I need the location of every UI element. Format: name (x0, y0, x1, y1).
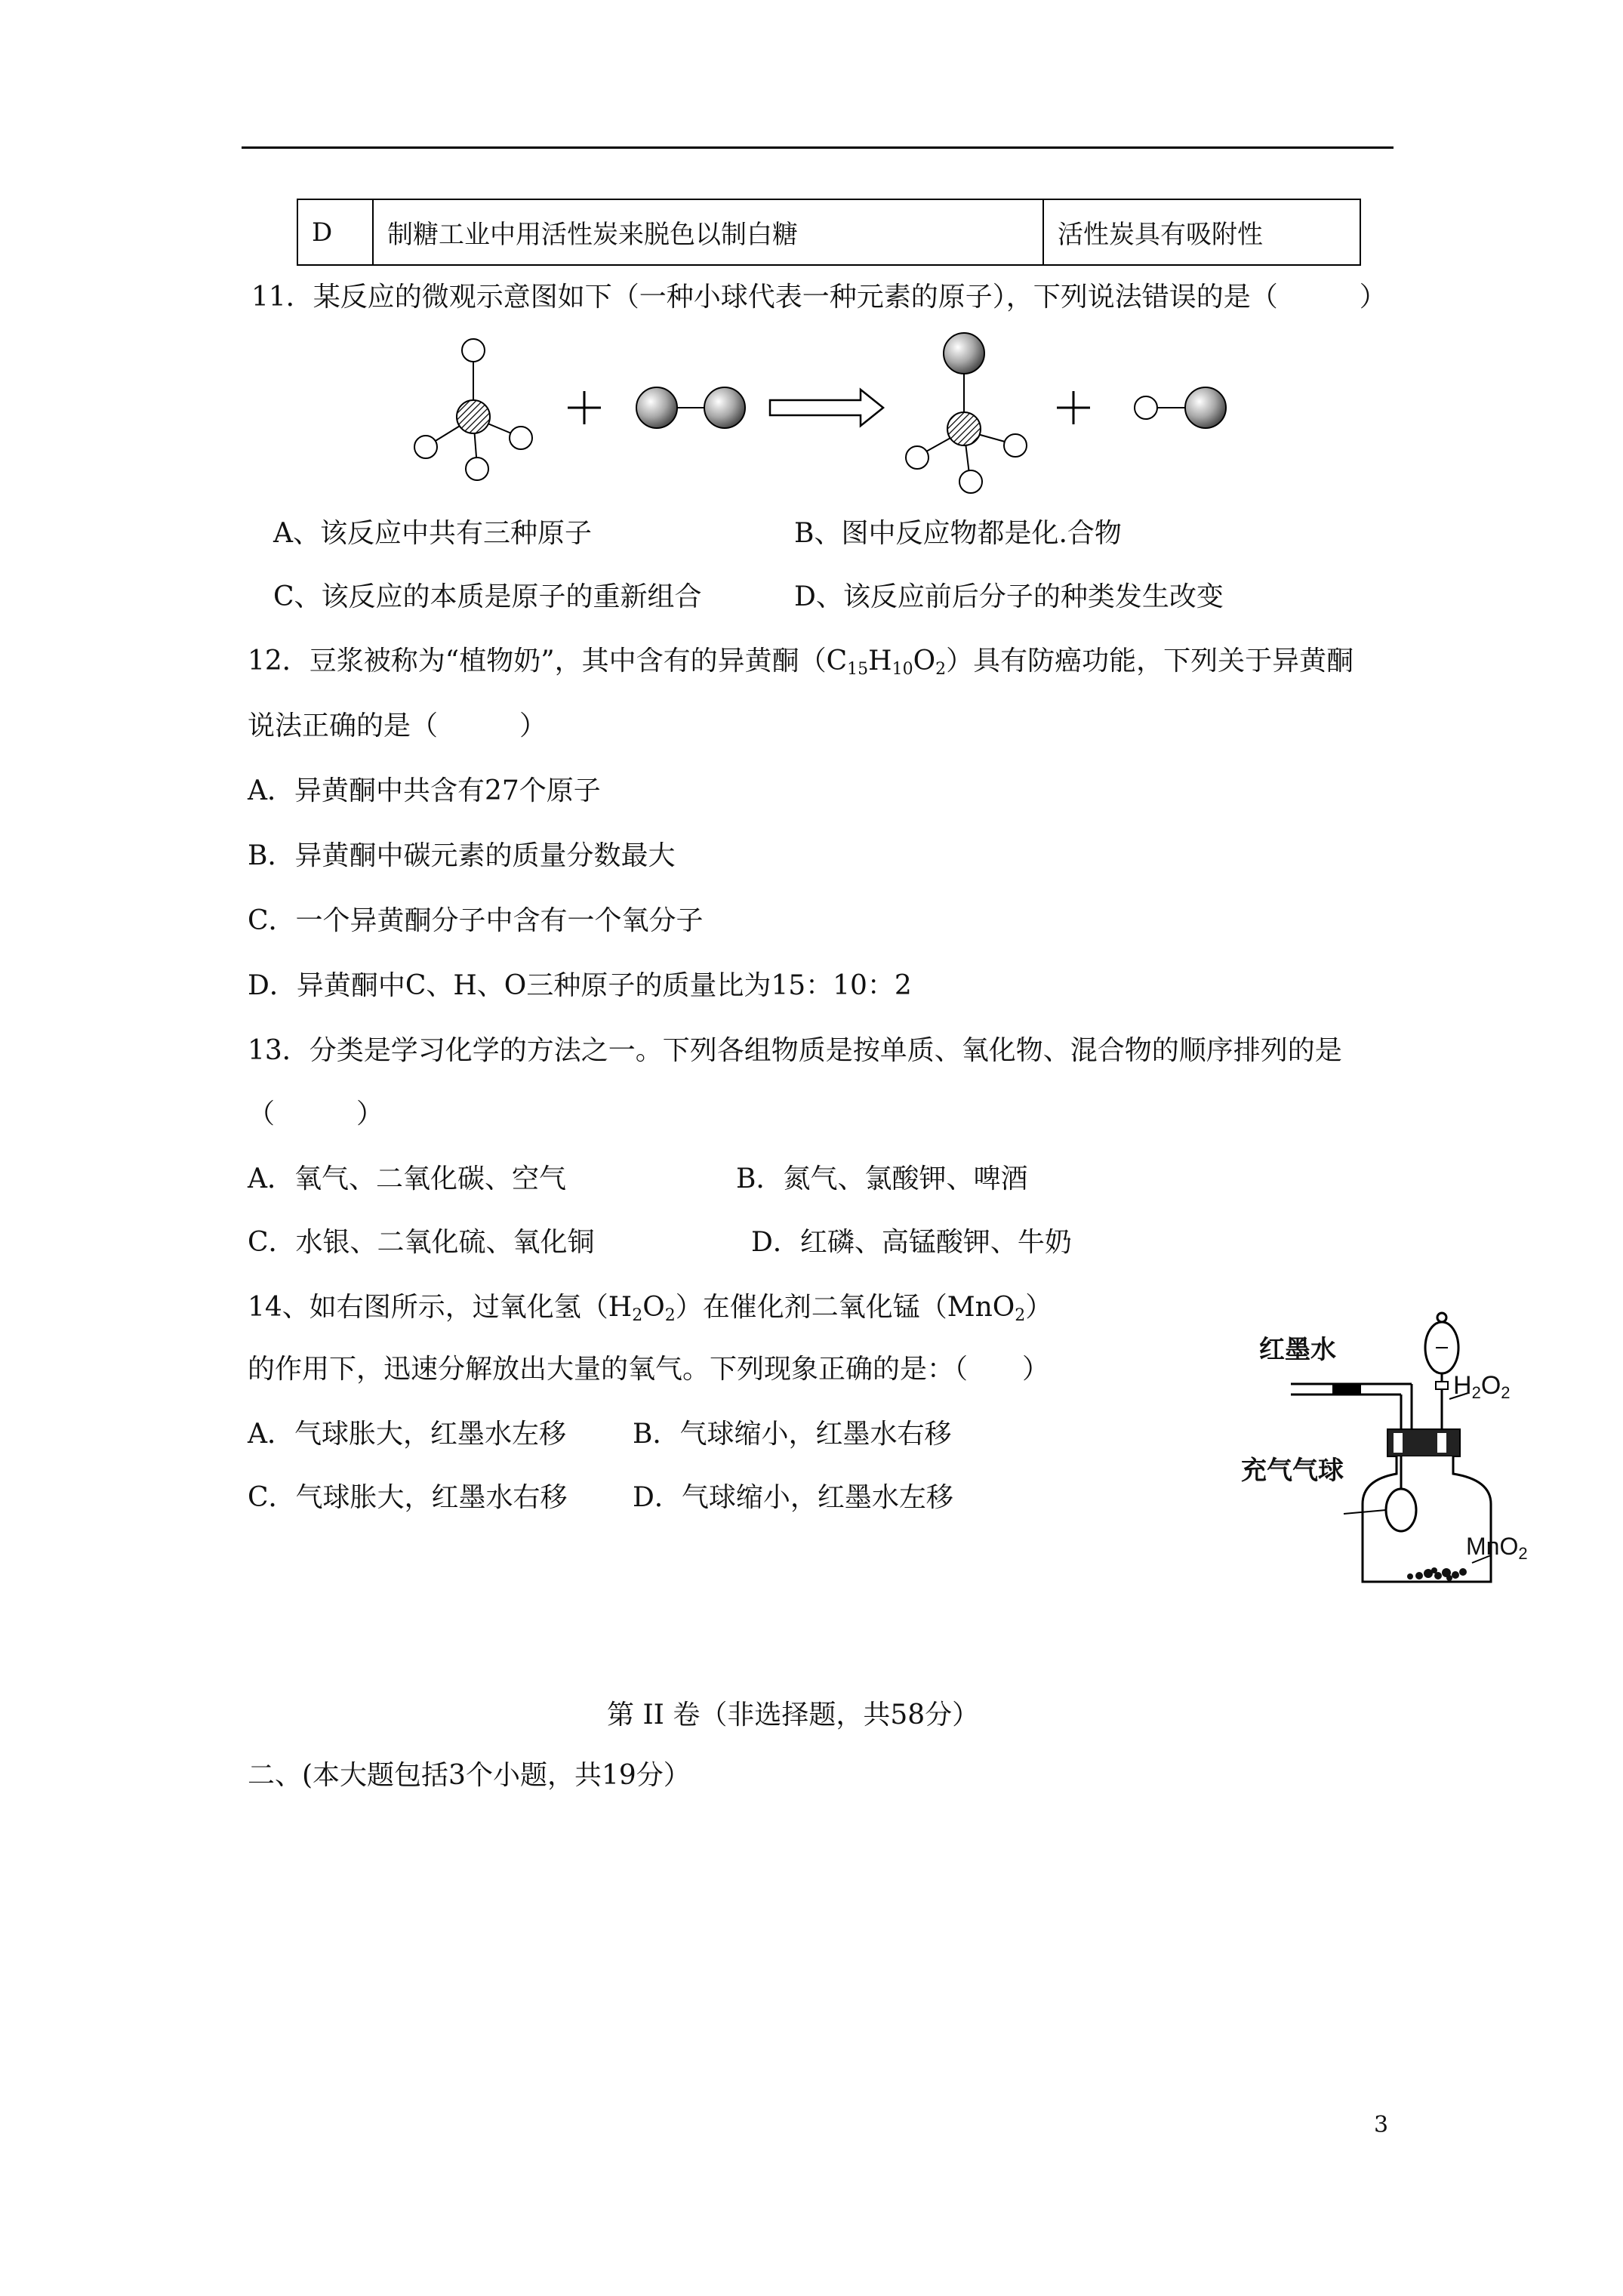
section2-heading: 二、(本大题包括3个小题，共19分） (248, 1760, 691, 1791)
q11-option-d: D、该反应前后分子的种类发生改变 (794, 581, 1224, 612)
reaction-diagram (393, 317, 1283, 498)
q11-option-a: A、该反应中共有三种原子 (273, 518, 592, 549)
reactant-molecule-2 (636, 387, 745, 428)
q12-stem: 12．豆浆被称为“植物奶”，其中含有的异黄酮$(C_{15}H_{10}O_2)$具有防癌功能，下列关于异黄酮 (248, 646, 1354, 679)
q14-option-a: A．气球胀大，红墨水左移 (248, 1419, 566, 1450)
header-rule (242, 146, 1394, 149)
table-cell-letter: D (297, 199, 373, 265)
q13-option-a: A．氧气、二氧化碳、空气 (248, 1163, 566, 1194)
q11-stem: 11．某反应的微观示意图如下（一种小球代表一种元素的原子），下列说法错误的是（ ） (251, 282, 1387, 313)
option-table (297, 199, 1361, 266)
q14-option-c: C．气球胀大，红墨水右移 (248, 1482, 568, 1513)
q13-option-c: C．水银、二氧化硫、氧化铜 (248, 1227, 595, 1258)
q12-option-c: C．一个异黄酮分子中含有一个氧分子 (248, 905, 704, 936)
table-cell-reason: 活性炭具有吸附性 (1043, 199, 1360, 265)
q14-stem: 14、如右图所示，过氧化氢$(H_2O_2)$在催化剂二氧化锰（MnO$_2$） (248, 1292, 1053, 1325)
page-number: 3 (1374, 2112, 1389, 2138)
q11-option-c: C、该反应的本质是原子的重新组合 (273, 581, 702, 612)
q13-option-d: D．红磷、高锰酸钾、牛奶 (751, 1227, 1072, 1258)
q13-stem: 13．分类是学习化学的方法之一。下列各组物质是按单质、氧化物、混合物的顺序排列的是 (248, 1035, 1342, 1066)
product-molecule-1 (906, 333, 1027, 493)
q14-option-b: B．气球缩小，红墨水右移 (633, 1419, 952, 1450)
mno2-label: MnO$_2$ (1466, 1533, 1528, 1563)
q13-stem-line2: （ ） (248, 1099, 384, 1130)
q12-stem-line2: 说法正确的是（ ） (248, 710, 547, 741)
product-molecule-2 (1135, 387, 1226, 428)
apparatus-figure (1223, 1306, 1555, 1608)
balloon-label: 充气气球 (1241, 1456, 1344, 1486)
q14-stem-line2: 的作用下，迅速分解放出大量的氧气。下列现象正确的是：（ ） (248, 1354, 1050, 1385)
red-ink-plug (1332, 1385, 1361, 1394)
h2o2-label: $H_2O_2$ (1453, 1371, 1511, 1402)
reactant-molecule-1 (414, 339, 532, 480)
red-ink-label: 红墨水 (1259, 1335, 1336, 1365)
balloon (1386, 1489, 1416, 1531)
q12-option-a: A．异黄酮中共含有27个原子 (248, 775, 601, 806)
q12-option-d: D．异黄酮中C、H、O三种原子的质量比为15：10：2 (248, 970, 912, 1001)
plus-sign-1 (568, 391, 601, 424)
table-row (297, 199, 1360, 265)
q11-option-b: B、图中反应物都是化.合物 (794, 518, 1122, 549)
q13-option-b: B．氮气、氯酸钾、啤酒 (736, 1163, 1028, 1194)
table-cell-fact: 制糖工业中用活性炭来脱色以制白糖 (373, 199, 1043, 265)
q14-option-d: D．气球缩小，红墨水左移 (633, 1482, 953, 1513)
reaction-arrow (770, 390, 883, 426)
plus-sign-2 (1057, 391, 1090, 424)
part2-title: 第 II 卷（非选择题，共58分） (607, 1700, 980, 1730)
q12-option-b: B．异黄酮中碳元素的质量分数最大 (248, 840, 676, 871)
